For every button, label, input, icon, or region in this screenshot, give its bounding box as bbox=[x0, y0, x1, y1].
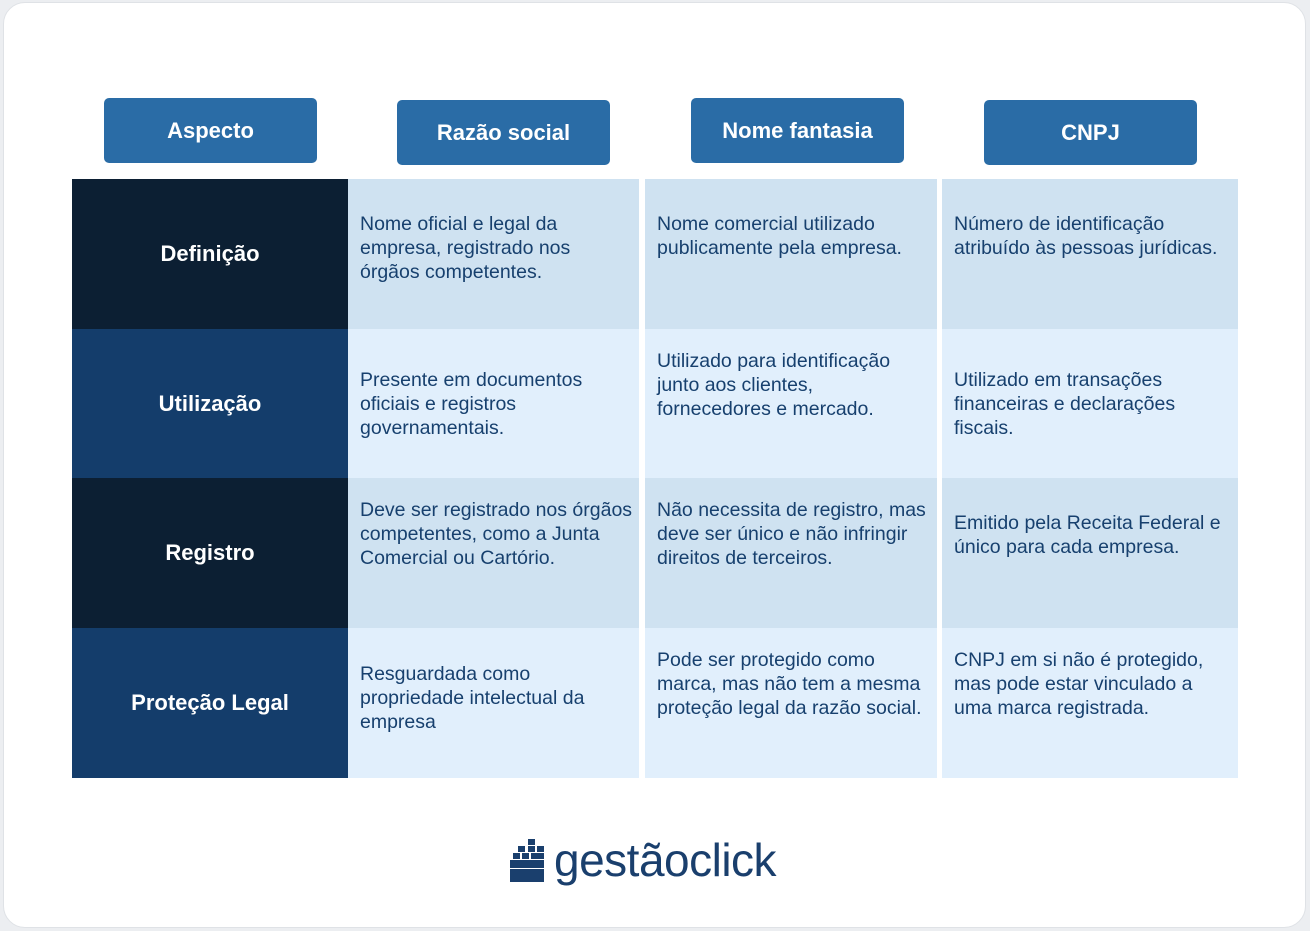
row-label-registro: Registro bbox=[72, 478, 348, 628]
cell-utilizacao-cnpj: Utilizado em transações financeiras e declarações fiscais. bbox=[942, 329, 1238, 478]
row-label-utilizacao: Utilização bbox=[72, 329, 348, 478]
cell-definicao-razao-social: Nome oficial e legal da empresa, registrado nos órgãos competentes. bbox=[348, 179, 639, 329]
cell-definicao-cnpj: Número de identificação atribuído às pessoas jurídicas. bbox=[942, 179, 1238, 329]
cell-registro-razao-social: Deve ser registrado nos órgãos competentes, como a Junta Comercial ou Cartório. bbox=[348, 478, 639, 628]
header-aspecto: Aspecto bbox=[104, 98, 317, 163]
header-cnpj: CNPJ bbox=[984, 100, 1197, 165]
cell-utilizacao-nome-fantasia: Utilizado para identificação junto aos clientes, fornecedores e mercado. bbox=[645, 329, 937, 478]
brand-name: gestãoclick bbox=[554, 834, 777, 886]
building-blocks-icon bbox=[510, 837, 546, 883]
cell-utilizacao-razao-social: Presente em documentos oficiais e registros governamentais. bbox=[348, 329, 639, 478]
header-nome-fantasia: Nome fantasia bbox=[691, 98, 904, 163]
cell-protecao-nome-fantasia: Pode ser protegido como marca, mas não tem a mesma proteção legal da razão social. bbox=[645, 628, 937, 778]
brand-logo bbox=[510, 833, 776, 887]
cell-definicao-nome-fantasia: Nome comercial utilizado publicamente pela empresa. bbox=[645, 179, 937, 329]
cell-registro-nome-fantasia: Não necessita de registro, mas deve ser único e não infringir direitos de terceiros. bbox=[645, 478, 937, 628]
row-label-protecao-legal: Proteção Legal bbox=[72, 628, 348, 778]
header-razao-social: Razão social bbox=[397, 100, 610, 165]
row-label-definicao: Definição bbox=[72, 179, 348, 329]
cell-protecao-cnpj: CNPJ em si não é protegido, mas pode estar vinculado a uma marca registrada. bbox=[942, 628, 1238, 778]
cell-registro-cnpj: Emitido pela Receita Federal e único para cada empresa. bbox=[942, 478, 1238, 628]
cell-protecao-razao-social: Resguardada como propriedade intelectual da empresa bbox=[348, 628, 639, 778]
